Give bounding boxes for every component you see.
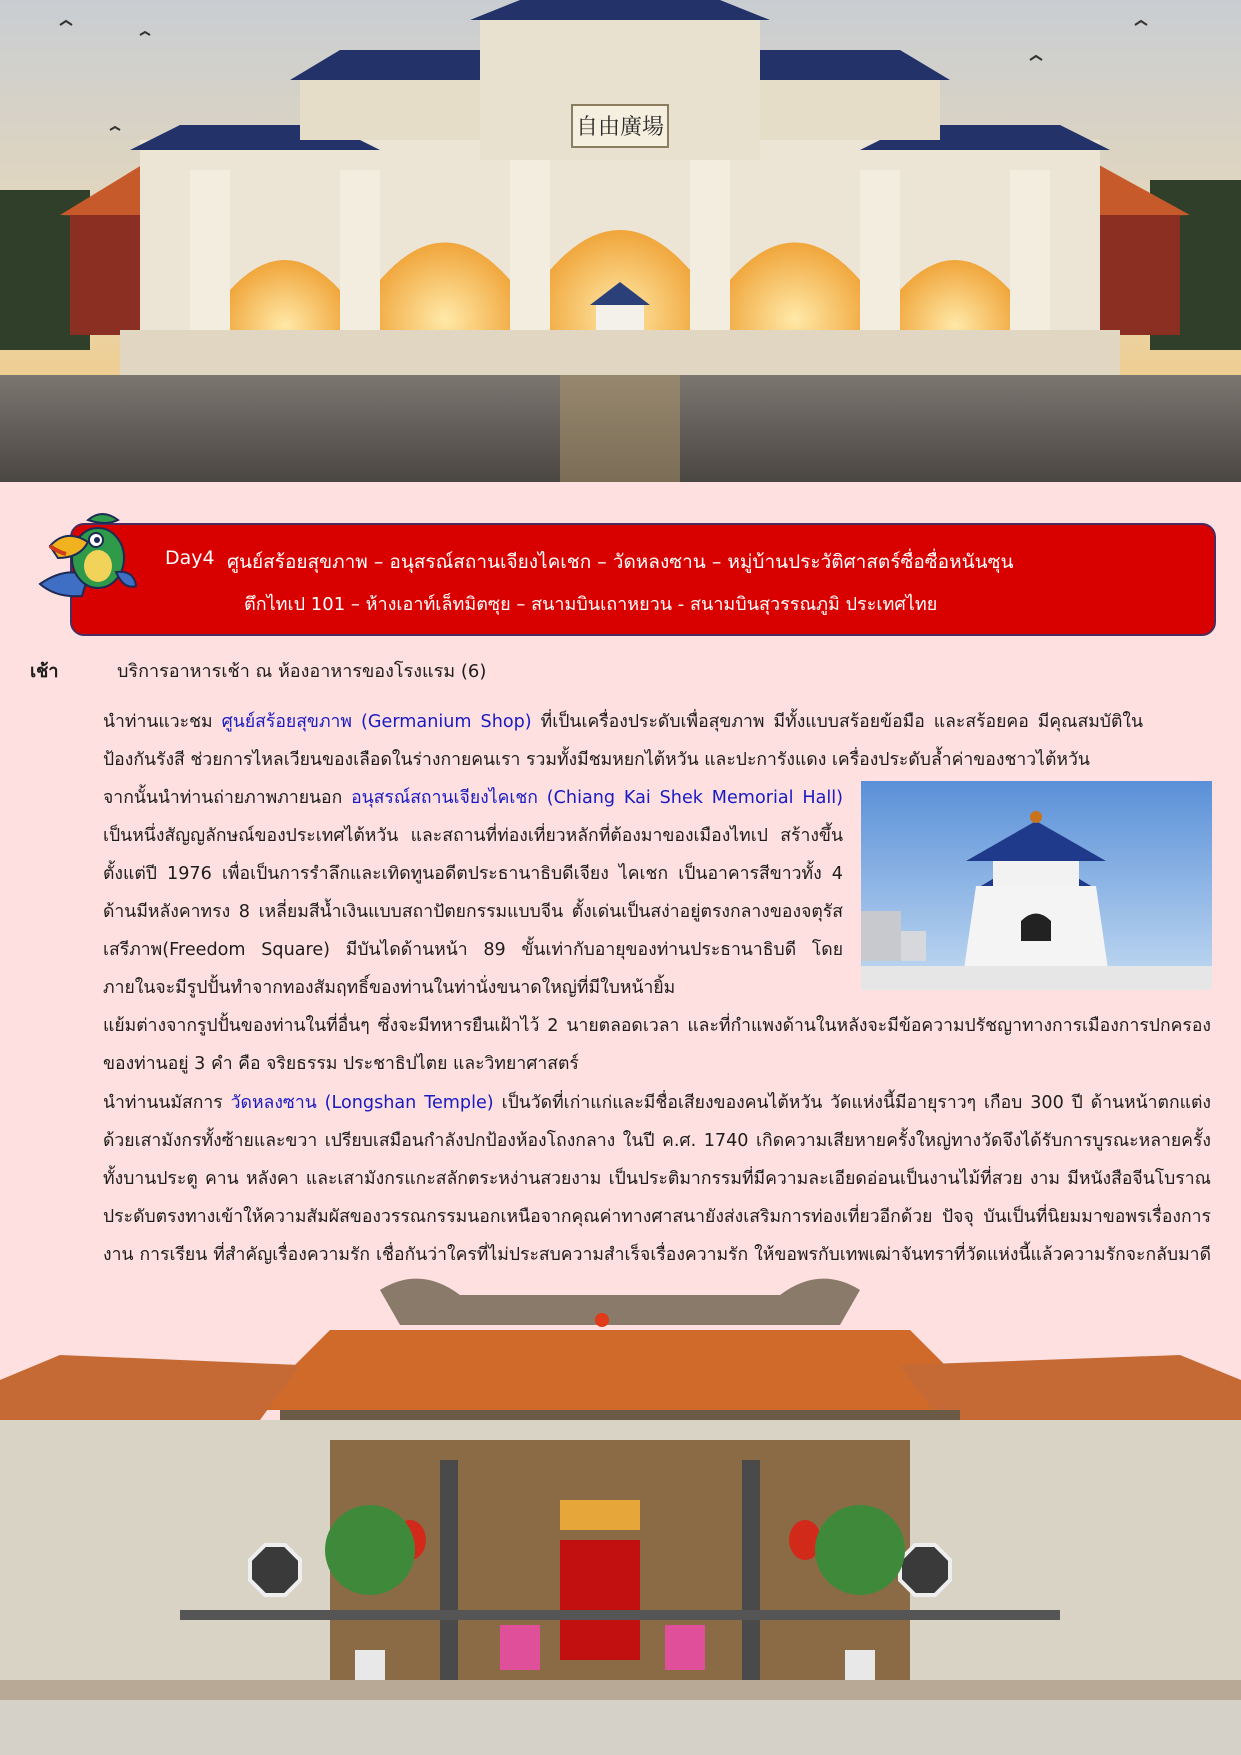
chiang-kai-shek-highlight: อนุสรณ์สถานเจียงไคเชก (Chiang Kai Shek Memorial Hall): [351, 788, 843, 808]
day-header-banner: [70, 523, 1216, 636]
paragraph-germanium-shop: [103, 703, 1143, 779]
toucan-mascot-icon: [36, 506, 140, 602]
meal-text: บริการอาหารเช้า ณ ห้องอาหารของโรงแรม (6): [117, 661, 487, 682]
meal-label: เช้า: [30, 661, 59, 682]
longshan-temple-photo: [0, 1270, 1241, 1755]
longshan-temple-highlight: วัดหลงซาน (Longshan Temple): [230, 1093, 494, 1113]
p2-text-post: เป็นหนึ่งสัญญลักษณ์ของประเทศไต้หวัน และสถานที่ท่องเที่ยวหลักที่ต้องมาของเมืองไทเป สร้างขึ้นตั้งแต่ปี 1976 เพื่อเป็นการรำลึกและเทิดทูนอดีตประธานาธิบดีเจียง ไคเชก เป็นอาคารสีขาวทั้ง 4 ด้านมีหลังคาทรง 8 เหลี่ยมสีน้ำเงินแบบสถาปัตยกรรมแบบจีน ตั้งเด่นเป็นสง่าอยู่ตรงกลางของจตุรัสเสรีภาพ(Freedom Square) มีบันไดด้านหน้า 89 ขั้นเท่ากับอายุของท่านประธานาธิบดี โดยภายในจะมีรูปปั้นทำจากทองสัมฤทธิ์ของท่านในท่านั่งขนาดใหญ่ที่มีใบหน้ายิ้ม: [103, 826, 843, 998]
germanium-shop-highlight: ศูนย์สร้อยสุขภาพ (Germanium Shop): [221, 712, 532, 732]
gate-plaque-text: 自由廣場: [575, 115, 665, 140]
day-itinerary-line2: ตึกไทเป 101 – ห้างเอาท์เล็ทมิตซุย – สนามบินเถาหยวน - สนามบินสุวรรณภูมิ ประเทศไทย: [244, 594, 938, 615]
memorial-hall-photo: [861, 781, 1212, 990]
p2-text-pre: จากนั้นนำท่านถ่ายภาพภายนอก: [103, 788, 352, 808]
day-label: Day4: [165, 547, 215, 569]
p4-text-pre: นำท่านนมัสการ: [103, 1093, 231, 1113]
p4-text-post: เป็นวัดที่เก่าแก่และมีชื่อเสียงของคนไต้หวัน วัดแห่งนี้มีอายุราวๆ เกือบ 300 ปี ด้านหน้าตกแต่งด้วยเสามังกรทั้งซ้ายและขวา เปรียบเสมือนกำลังปกป้องห้องโถงกลาง ในปี ค.ศ. 1740 เกิดความเสียหายครั้งใหญ่ทางวัดจึงได้รับการบูรณะหลายครั้ง ทั้งบานประตู คาน หลังคา และเสามังกรแกะสลักตระหง่านสวยงาม เป็นประติมากรรมที่มีความละเอียดอ่อนเป็นงานไม้ที่สวย งาม มีหนังสือจีนโบราณประดับตรงทางเข้าให้ความสัมผัสของวรรณกรรมนอกเหนือจากคุณค่าทางศาสนายังส่งเสริมการท่องเที่ยวอีกด้วย ปัจจุ บันเป็นที่นิยมมาขอพรเรื่องการงาน การเรียน ที่สำคัญเรื่องความรัก เชื่อกันว่าใครที่ไม่ประสบความสำเร็จเรื่องความรัก ให้ขอพรกับเทพเฒ่าจันทราที่วัดแห่งนี้แล้วความรักจะกลับมาดี: [103, 1093, 1211, 1265]
paragraph-chiang-kai-shek-cont: แย้มต่างจากรูปปั้นของท่านในที่อื่นๆ ซึ่งจะมีทหารยืนเฝ้าไว้ 2 นายตลอดเวลา และที่กำแพงด้านในหลังจะมีข้อความปรัชญาทางการเมืองการปกครองของท่านอยู่ 3 คำ คือ จริยธรรม ประชาธิปไตย และวิทยาศาสตร์: [103, 1016, 1211, 1074]
paragraph-chiang-kai-shek: [103, 779, 843, 1007]
p1-text-post: ที่เป็นเครื่องประดับเพื่อสุขภาพ มีทั้งแบบสร้อยข้อมือ และสร้อยคอ มีคุณสมบัติในป้องกันรังสี ช่วยการไหลเวียนของเลือดในร่างกายคนเรา รวมทั้งมีชมหยกไต้หวัน และปะการังแดง เครื่องประดับล้ำค่าของชาวไต้หวัน: [103, 712, 1143, 770]
day-itinerary-line1: ศูนย์สร้อยสุขภาพ – อนุสรณ์สถานเจียงไคเชก – วัดหลงซาน – หมู่บ้านประวัติศาสตร์ซื่อซื่อหนันซุน: [227, 551, 1014, 573]
hero-photo-gate: [0, 0, 1241, 482]
p1-text-pre: นำท่านแวะชม: [103, 712, 222, 732]
